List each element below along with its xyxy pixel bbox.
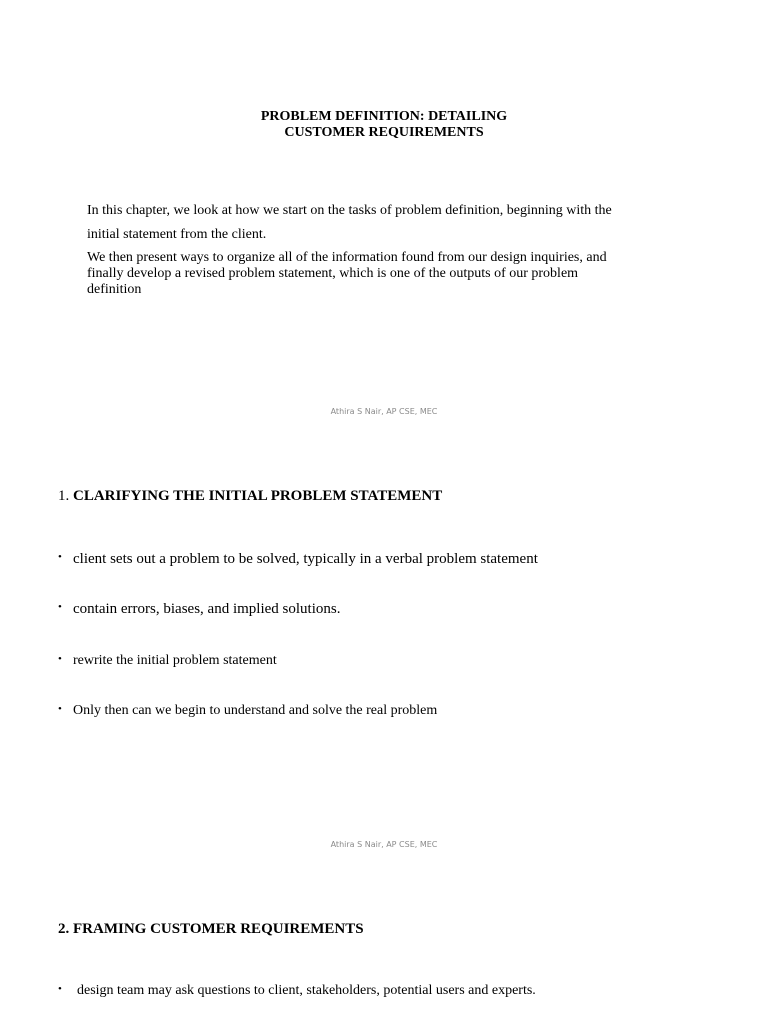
bullet-item [58, 983, 536, 999]
intro-line: We then present ways to organize all of the information found from our design inquiries, and [87, 250, 607, 265]
bullet-icon: • [58, 653, 62, 665]
bullet-item [58, 551, 538, 568]
slide3-heading: 2. FRAMING CUSTOMER REQUIREMENTS [58, 921, 364, 937]
heading-number: 1. [58, 488, 70, 504]
bullet-item [58, 703, 437, 719]
bullet-icon: • [58, 703, 62, 715]
bullet-text: contain errors, biases, and implied solutions. [73, 601, 341, 617]
slide2-heading [58, 488, 442, 505]
bullet-text: client sets out a problem to be solved, typically in a verbal problem statement [73, 551, 538, 567]
intro-line: finally develop a revised problem statement, which is one of the outputs of our problem [87, 266, 579, 281]
intro-line: initial statement from the client. [87, 227, 267, 242]
slide2-footer: Athira S Nair, AP CSE, MEC [330, 840, 438, 849]
slide1-intro [87, 203, 647, 303]
bullet-icon: • [58, 983, 62, 995]
intro-line: In this chapter, we look at how we start on the tasks of problem definition, beginning with the [87, 203, 612, 218]
slide1-title-line2: CUSTOMER REQUIREMENTS [284, 125, 484, 140]
bullet-item [58, 653, 277, 669]
heading-text: CLARIFYING THE INITIAL PROBLEM STATEMENT [69, 488, 443, 504]
bullet-text: rewrite the initial problem statement [73, 653, 277, 668]
intro-line: definition [87, 282, 142, 297]
bullet-text: design team may ask questions to client, stakeholders, potential users and experts. [77, 983, 536, 998]
slide1-title-line1: PROBLEM DEFINITION: DETAILING [260, 109, 508, 124]
bullet-icon: • [58, 601, 62, 613]
bullet-text: Only then can we begin to understand and solve the real problem [73, 703, 438, 718]
bullet-icon: • [58, 551, 62, 563]
slide1-footer: Athira S Nair, AP CSE, MEC [330, 407, 438, 416]
bullet-item [58, 601, 340, 618]
